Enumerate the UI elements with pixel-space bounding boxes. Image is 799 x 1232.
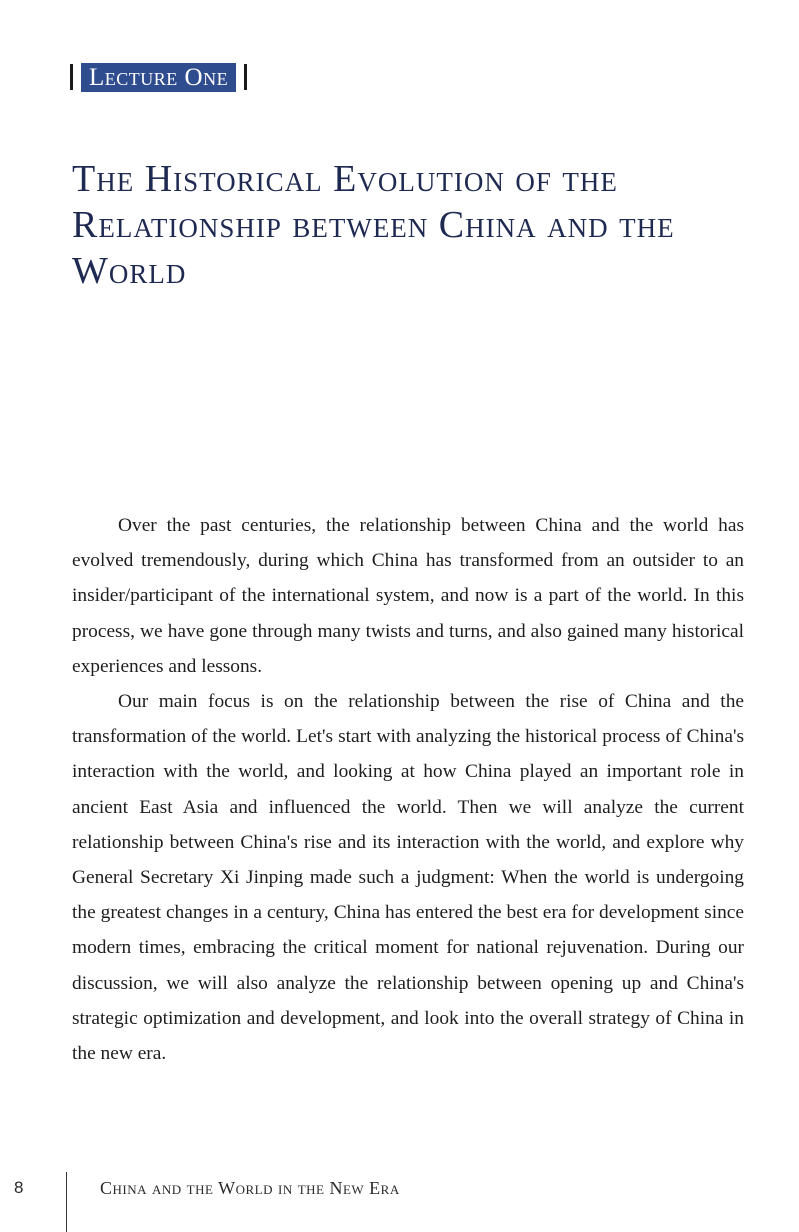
chapter-title: The Historical Evolution of the Relationship between China and the World (72, 158, 675, 292)
footer-divider (66, 1172, 67, 1232)
running-title: China and the World in the New Era (100, 1178, 400, 1198)
lecture-tag (70, 62, 247, 92)
page-footer (0, 1172, 799, 1232)
paragraph: Over the past centuries, the relationship between China and the world has evolved tremendously, during which China has transformed from an outsider to an insider/participant of the international system, and now is a part of the world. In this process, we have gone through many twists and turns, and also gained many historical experiences and lessons. (72, 515, 744, 677)
paragraph: Our main focus is on the relationship between the rise of China and the transformation of the world. Let's start with analyzing the historical process of China's interaction with the world, and looking at how China played an important role in ancient East Asia and influenced the world. Then we will analyze the current relationship between China's rise and its interaction with the world, and explore why General Secretary Xi Jinping made such a judgment: When the world is undergoing the greatest changes in a century, China has entered the best era for development since modern times, embracing the critical moment for national rejuvenation. During our discussion, we will also analyze the relationship between opening up and China's strategic optimization and development, and look into the overall strategy of China in the new era. (72, 691, 744, 1065)
left-rule (70, 64, 73, 90)
page-number: 8 (14, 1178, 24, 1197)
right-rule (244, 64, 247, 90)
body-text (72, 508, 744, 1071)
lecture-label: Lecture One (81, 63, 236, 92)
